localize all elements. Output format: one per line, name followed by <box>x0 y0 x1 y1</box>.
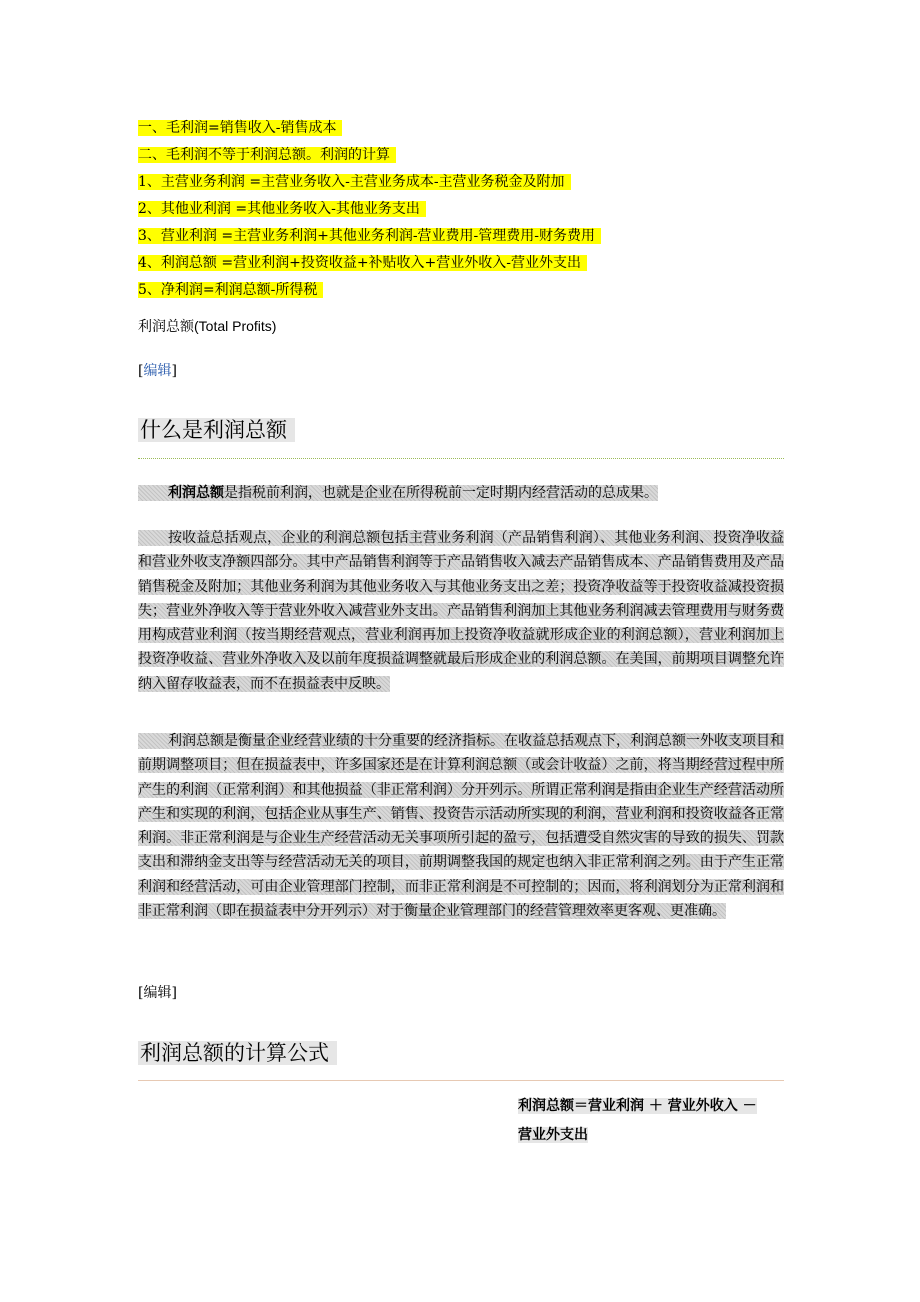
section-heading-formula: 利润总额的计算公式 <box>138 1037 337 1069</box>
paragraph-definition: 利润总额是指税前利润，也就是企业在所得税前一定时期内经营活动的总成果。 <box>138 481 784 505</box>
edit-link[interactable]: 编辑 <box>143 985 172 1001</box>
formula-line-1: 一、毛利润=销售收入-销售成本 <box>138 118 342 138</box>
edit-link[interactable]: 编辑 <box>143 363 172 379</box>
formula-line-3: 1、主营业务利润 =主营业务收入-主营业务成本-主营业务税金及附加 <box>138 172 571 192</box>
formula-line-4: 2、其他业利润 =其他业务收入-其他业务支出 <box>138 199 426 219</box>
edit-link-1: [编辑] <box>138 363 177 379</box>
formula-line-6: 4、利润总额 =营业利润+投资收益+补贴收入+营业外收入-营业外支出 <box>138 253 587 273</box>
formula-line-7: 5、净利润=利润总额-所得税 <box>138 280 323 300</box>
heading-divider <box>138 1080 784 1081</box>
section-heading-what-is: 什么是利润总额 <box>138 414 295 446</box>
total-profit-formula: 利润总额＝营业利润 ＋ 营业外收入 － 营业外支出 <box>518 1098 757 1143</box>
formula-line-2: 二、毛利润不等于利润总额。利润的计算 <box>138 145 396 165</box>
paragraph-composition: 按收益总括观点，企业的利润总额包括主营业务利润（产品销售利润）、其他业务利润、投资净收益和营业外收支净额四部分。其中产品销售利润等于产品销售收入减去产品销售成本、产品销售费用及产品销售税金及附加；其他业务利润为其他业务收入与其他业务支出之差；投资净收益等于投资收益减投资损失；营业外净收入等于营业外收入减营业外支出。产品销售利润加上其他业务利润减去管理费用与财务费用构成营业利润（按当期经营观点，营业利润再加上投资净收益就形成企业的利润总额），营业利润加上投资净收益、营业外净收入及以前年度损益调整就最后形成企业的利润总额。在美国，前期项目调整允许纳入留存收益表，而不在损益表中反映。 <box>138 530 784 692</box>
formula-line-5: 3、营业利润 =主营业务利润+其他业务利润-营业费用-管理费用-财务费用 <box>138 226 601 246</box>
subtitle-total-profits: 利润总额(Total Profits) <box>138 318 277 334</box>
edit-link-2: [编辑] <box>138 985 177 1001</box>
heading-divider <box>138 458 784 459</box>
paragraph-importance: 利润总额是衡量企业经营业绩的十分重要的经济指标。在收益总括观点下，利润总额一外收支项目和前期调整项目；但在损益表中，许多国家还是在计算利润总额（或会计收益）之前，将当期经营过程中所产生的利润（正常利润）和其他损益（非正常利润）分开列示。所谓正常利润是指由企业生产经营活动所产生和实现的利润，包括企业从事生产、销售、投资告示活动所实现的利润，营业利润和投资收益各正常利润。非正常利润是与企业生产经营活动无关事项所引起的盈亏，包括遭受自然灾害的导致的损失、罚款支出和滞纳金支出等与经营活动无关的项目，前期调整我国的规定也纳入非正常利润之列。由于产生正常利润和经营活动，可由企业管理部门控制，而非正常利润是不可控制的；因而，将利润划分为正常利润和非正常利润（即在损益表中分开列示）对于衡量企业管理部门的经营管理效率更客观、更准确。 <box>138 733 784 920</box>
